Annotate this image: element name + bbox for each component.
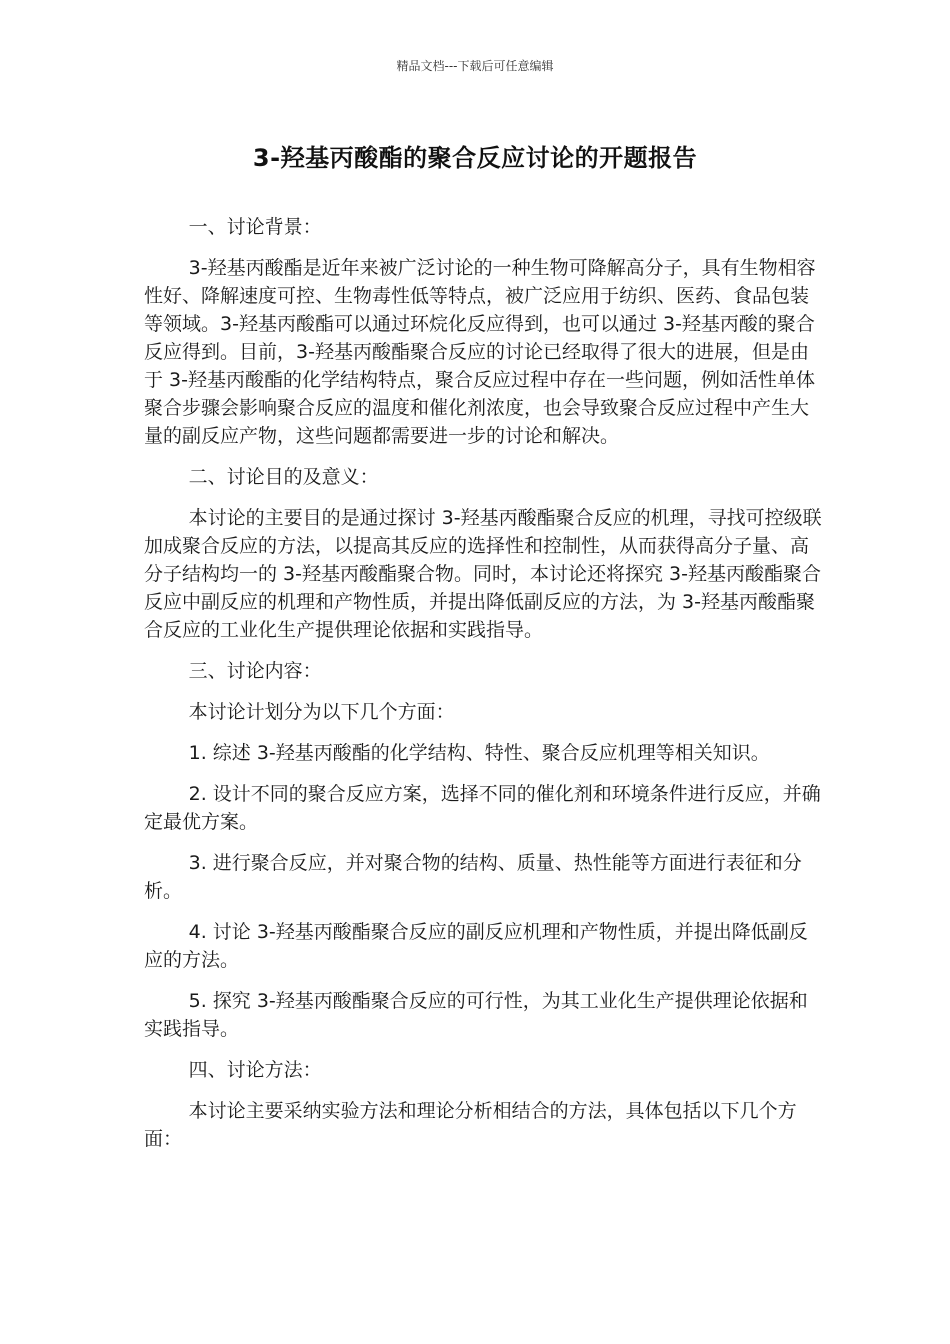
document-title: 3-羟基丙酸酯的聚合反应讨论的开题报告	[252, 144, 698, 172]
list-item: 3. 进行聚合反应，并对聚合物的结构、质量、热性能等方面进行表征和分析。	[144, 852, 802, 902]
section-heading-background: 一、讨论背景：	[188, 216, 322, 238]
list-item: 5. 探究 3-羟基丙酸酯聚合反应的可行性，为其工业化生产提供理论依据和实践指导。	[144, 990, 808, 1040]
header-note: 精品文档---下载后可任意编辑	[396, 59, 554, 73]
section-heading-method: 四、讨论方法：	[188, 1059, 322, 1081]
section-body-purpose: 本讨论的主要目的是通过探讨 3-羟基丙酸酯聚合反应的机理，寻找可控级联加成聚合反应的方法，以提高其反应的选择性和控制性，从而获得高分子量、高分子结构均一的 3-羟基丙酸酯聚合物。同时，本讨论还将探究 3-羟基丙酸酯聚合反应中副反应的机理和产物性质，并提出降低副反应的方法，为 3-羟基丙酸酯聚合反应的工业化生产提供理论依据和实践指导。	[144, 507, 822, 641]
list-item: 2. 设计不同的聚合反应方案，选择不同的催化剂和环境条件进行反应，并确定最优方案。	[144, 783, 821, 833]
document-body	[144, 213, 824, 1166]
section-body-method: 本讨论主要采纳实验方法和理论分析相结合的方法，具体包括以下几个方面：	[144, 1100, 797, 1150]
section-heading-content: 三、讨论内容：	[188, 660, 322, 682]
section-intro-content: 本讨论计划分为以下几个方面：	[188, 701, 455, 723]
section-heading-purpose: 二、讨论目的及意义：	[188, 466, 379, 488]
list-item: 1. 综述 3-羟基丙酸酯的化学结构、特性、聚合反应机理等相关知识。	[188, 742, 770, 764]
list-item: 4. 讨论 3-羟基丙酸酯聚合反应的副反应机理和产物性质，并提出降低副反应的方法。	[144, 921, 808, 971]
section-body-background: 3-羟基丙酸酯是近年来被广泛讨论的一种生物可降解高分子，具有生物相容性好、降解速度可控、生物毒性低等特点，被广泛应用于纺织、医药、食品包装等领域。3-羟基丙酸酯可以通过环烷化反应得到，也可以通过 3-羟基丙酸的聚合反应得到。目前，3-羟基丙酸酯聚合反应的讨论已经取得了很大的进展，但是由于 3-羟基丙酸酯的化学结构特点，聚合反应过程中存在一些问题，例如活性单体聚合步骤会影响聚合反应的温度和催化剂浓度，也会导致聚合反应过程中产生大量的副反应产物，这些问题都需要进一步的讨论和解决。	[144, 257, 816, 447]
